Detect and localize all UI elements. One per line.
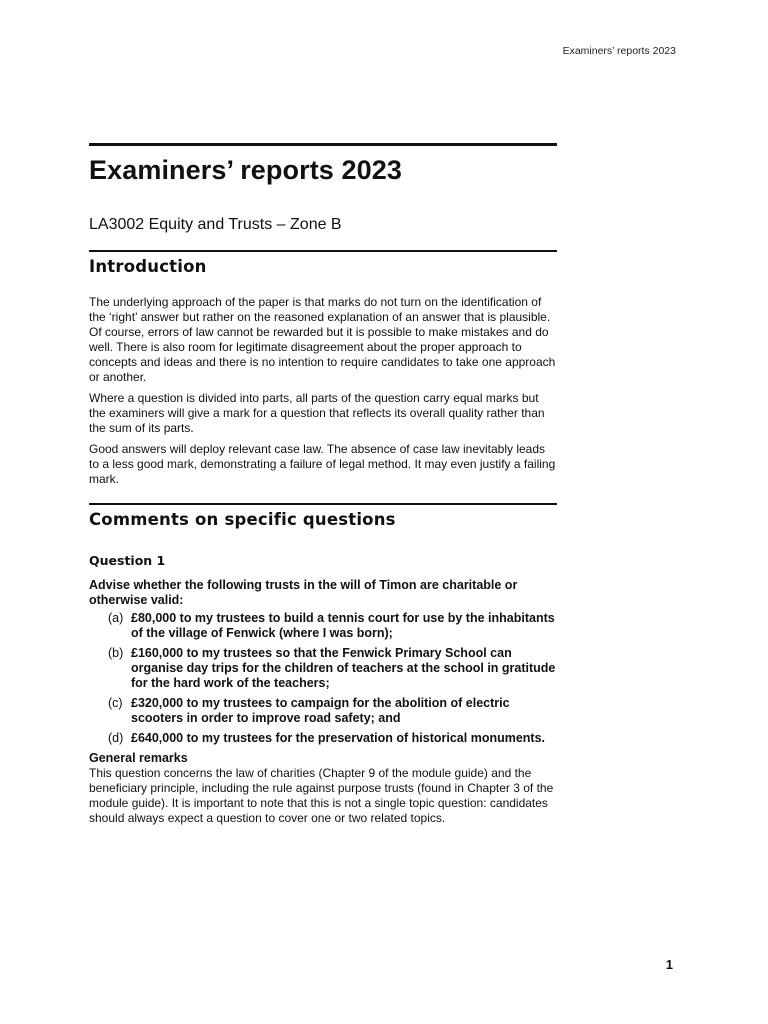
title-rule (89, 143, 557, 146)
list-marker: (a) (108, 611, 124, 625)
list-item (108, 646, 557, 691)
list-item-text: £160,000 to my trustees so that the Fenwick Primary School can organise day trips for the children of teachers at the school in gratitude for the hard work of the teachers; (131, 646, 556, 690)
introduction-paragraph: The underlying approach of the paper is that marks do not turn on the identification of the ‘right’ answer but rather on the reasoned explanation of an answer that is plausible. Of course, errors of law cannot be rewarded but it is possible to make mistakes and do well. There is also room for legitimate disagreement about the proper approach to concepts and ideas and there is no intention to require candidates to take one approach or another. (89, 295, 556, 384)
list-marker: (d) (108, 731, 124, 745)
list-item-text: £640,000 to my trustees for the preservation of historical monuments. (131, 731, 546, 745)
trust-list (89, 611, 557, 746)
introduction-paragraph: Good answers will deploy relevant case law. The absence of case law inevitably leads to a less good mark, demonstrating a failure of legal method. It may even justify a failing mark. (89, 442, 556, 486)
running-header: Examiners’ reports 2023 (562, 45, 676, 57)
question-label: Question 1 (89, 553, 166, 568)
list-item-text: £320,000 to my trustees to campaign for the abolition of electric scooters in order to improve road safety; and (131, 696, 510, 725)
comments-rule (89, 503, 557, 505)
general-remarks-heading: General remarks (89, 751, 188, 765)
list-marker: (b) (108, 646, 124, 660)
page-title: Examiners’ reports 2023 (89, 155, 402, 185)
comments-heading: Comments on specific questions (89, 510, 396, 529)
list-item-text: £80,000 to my trustees to build a tennis court for use by the inhabitants of the village of Fenwick (where I was born); (131, 611, 555, 640)
report-body (89, 143, 557, 826)
list-item (108, 696, 557, 726)
page-number: 1 (665, 957, 673, 972)
introduction-paragraph: Where a question is divided into parts, all parts of the question carry equal marks but the examiners will give a mark for a question that reflects its overall quality rather than the sum of its parts. (89, 391, 545, 435)
course-subtitle: LA3002 Equity and Trusts – Zone B (89, 216, 342, 233)
general-remarks-text: This question concerns the law of charities (Chapter 9 of the module guide) and the beneficiary principle, including the rule against purpose trusts (found in Chapter 3 of the module guide). It is important to note that this is not a single topic question: candidates should always expect a question to cover one or two related topics. (89, 766, 554, 825)
introduction-rule (89, 250, 557, 252)
introduction-heading: Introduction (89, 257, 207, 276)
list-item (108, 611, 557, 641)
question-prompt: Advise whether the following trusts in the will of Timon are charitable or otherwise valid: (89, 578, 518, 607)
list-item (108, 731, 557, 746)
list-marker: (c) (108, 696, 123, 710)
